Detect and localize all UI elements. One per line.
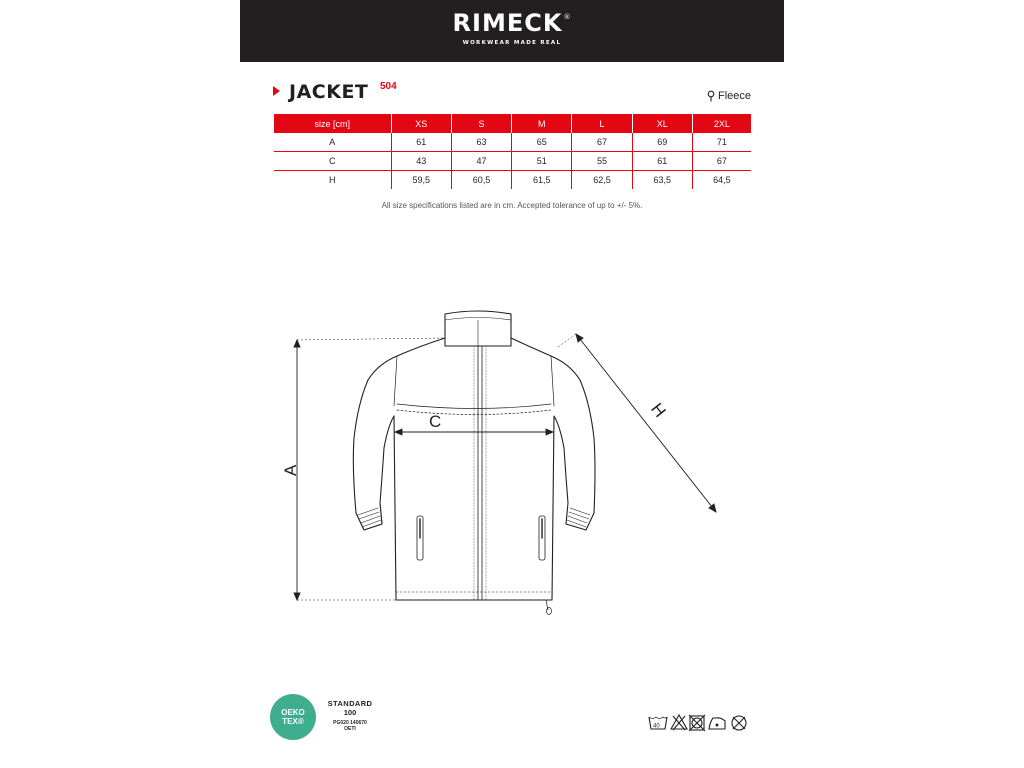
product-title: JACKET <box>289 81 369 103</box>
table-cell: 60,5 <box>451 171 511 190</box>
product-code: 504 <box>380 81 397 92</box>
wash-temp: 40 <box>653 723 660 730</box>
oeko-tex-standard <box>318 699 382 732</box>
header-cell: XS <box>391 114 451 133</box>
brand-header <box>240 0 784 62</box>
table-cell: 64,5 <box>692 171 751 190</box>
header-cell: S <box>451 114 511 133</box>
oeko-line1: OEKO <box>281 708 305 717</box>
no-dry-clean-icon <box>732 716 746 730</box>
table-row <box>274 133 751 152</box>
table-row <box>274 171 751 190</box>
table-cell: H <box>329 175 336 185</box>
table-cell: 59,5 <box>391 171 451 190</box>
table-cell: 67 <box>572 133 632 152</box>
standard-label: STANDARD <box>327 699 373 708</box>
no-bleach-icon <box>671 715 687 730</box>
table-cell: 62,5 <box>572 171 632 190</box>
table-cell: 63,5 <box>632 171 692 190</box>
header-cell: size [cm] <box>274 114 391 133</box>
care-symbols <box>647 712 751 734</box>
jacket-measurement-diagram <box>270 298 754 618</box>
table-cell: 61 <box>632 152 692 171</box>
header-cell: M <box>512 114 572 133</box>
table-cell: 61 <box>391 133 451 152</box>
certificate-code: PG020 140670 <box>333 720 367 726</box>
measure-label-c: C <box>429 412 442 431</box>
table-row <box>274 152 751 171</box>
table-cell: 43 <box>391 152 451 171</box>
oeko-tex-badge <box>270 694 316 740</box>
size-chart-page <box>240 0 784 768</box>
table-cell: 51 <box>512 152 572 171</box>
table-cell: 55 <box>572 152 632 171</box>
title-arrow-icon <box>273 86 280 96</box>
measure-label-a: A <box>281 464 300 476</box>
tolerance-note: All size specifications listed are in cm. Accepted tolerance of up to +/- 5%. <box>381 201 643 210</box>
table-cell: 71 <box>692 133 751 152</box>
size-table-header <box>274 114 751 133</box>
size-table <box>274 114 751 189</box>
table-cell: 47 <box>451 152 511 171</box>
iron-low-icon <box>709 718 725 729</box>
header-cell: XL <box>632 114 692 133</box>
standard-number: 100 <box>343 708 357 717</box>
table-cell: 61,5 <box>512 171 572 190</box>
table-cell: 67 <box>692 152 751 171</box>
wash-40-icon <box>649 717 667 730</box>
header-cell: 2XL <box>692 114 751 133</box>
product-title-row <box>270 80 754 106</box>
pin-icon <box>707 90 715 102</box>
table-cell: 63 <box>451 133 511 152</box>
oeko-line2: TEX® <box>282 717 304 726</box>
table-cell: C <box>274 152 391 171</box>
brand-logo: RIMECK® <box>452 9 572 37</box>
fabric-name: Fleece <box>717 90 751 102</box>
measure-label-h: H <box>647 399 670 421</box>
certificate-institute: OETI <box>344 726 356 732</box>
header-cell: L <box>572 114 632 133</box>
brand-tagline: WORKWEAR MADE REAL <box>462 40 562 46</box>
table-cell: 65 <box>512 133 572 152</box>
fabric-label <box>707 90 751 102</box>
table-cell: A <box>274 133 391 152</box>
no-tumble-dry-icon <box>689 715 705 731</box>
table-cell: 69 <box>632 133 692 152</box>
